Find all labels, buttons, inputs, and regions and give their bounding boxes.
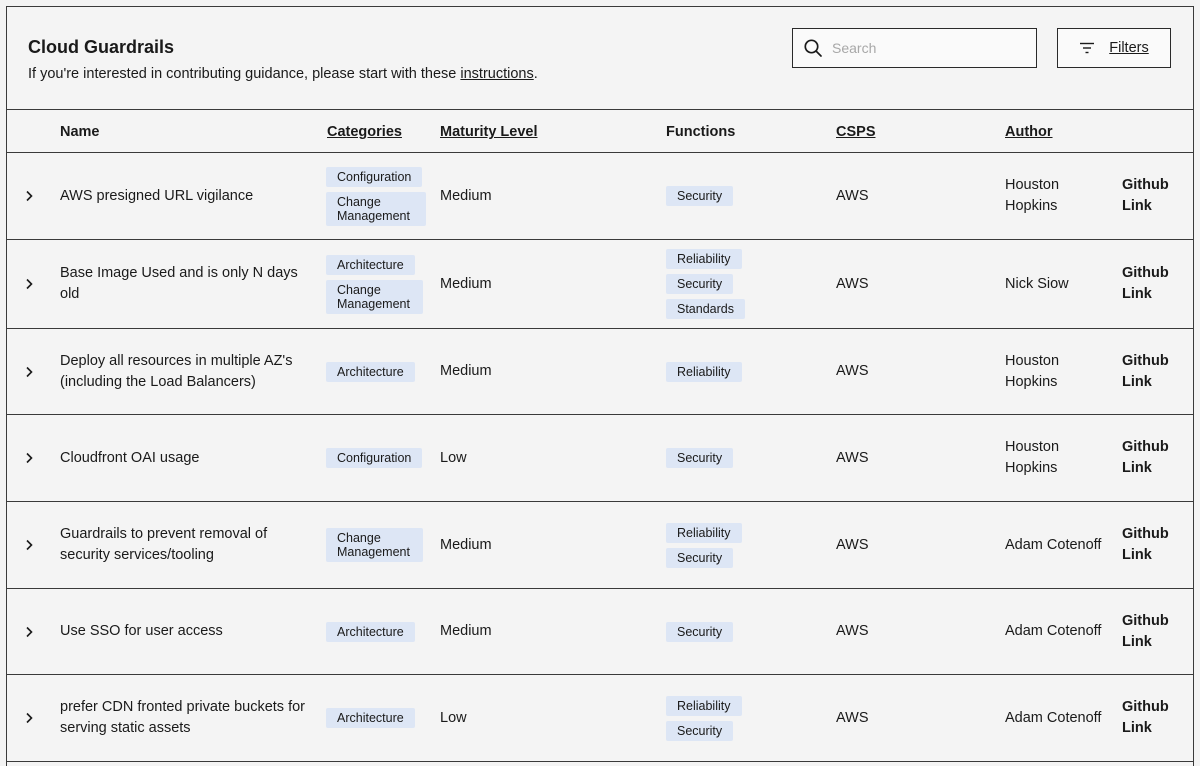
- guardrails-panel: [6, 6, 1194, 766]
- row-author: Adam Cotenoff: [1005, 709, 1102, 726]
- row-maturity: Low: [440, 449, 467, 466]
- search-box[interactable]: [792, 28, 1037, 68]
- row-categories: [326, 502, 436, 588]
- page-header: [7, 7, 1193, 110]
- function-tag: Security: [666, 274, 733, 294]
- page-subtitle: [28, 66, 538, 82]
- col-csps[interactable]: CSPS: [836, 124, 876, 140]
- row-functions: [666, 240, 745, 328]
- row-functions: [666, 675, 742, 761]
- filters-button[interactable]: [1057, 28, 1171, 68]
- row-name: AWS presigned URL vigilance: [60, 187, 254, 204]
- row-maturity: Medium: [440, 623, 492, 639]
- category-tag: Configuration: [326, 167, 422, 187]
- function-tag: Reliability: [666, 249, 742, 269]
- chevron-right-icon[interactable]: [21, 329, 37, 414]
- table-body: [7, 153, 1193, 762]
- github-link[interactable]: Github Link: [1122, 612, 1169, 650]
- row-csps: AWS: [836, 363, 869, 379]
- chevron-right-icon[interactable]: [21, 415, 37, 501]
- row-author: Houston Hopkins: [1005, 439, 1060, 476]
- row-maturity: Medium: [440, 275, 492, 292]
- table-row[interactable]: [7, 240, 1193, 329]
- table-row[interactable]: [7, 502, 1193, 589]
- function-tag: Security: [666, 186, 733, 206]
- chevron-right-icon[interactable]: [21, 589, 37, 674]
- row-csps: AWS: [836, 275, 869, 292]
- page-title: Cloud Guardrails: [28, 37, 175, 57]
- function-tag: Reliability: [666, 523, 742, 543]
- row-csps: AWS: [836, 187, 869, 204]
- github-link[interactable]: Github Link: [1122, 352, 1169, 390]
- category-tag: Architecture: [326, 708, 415, 728]
- table-row[interactable]: [7, 329, 1193, 415]
- row-author: Houston Hopkins: [1005, 177, 1060, 214]
- filters-label: Filters: [1109, 40, 1149, 56]
- row-name: Base Image Used and is only N days old: [60, 265, 298, 302]
- row-categories: [326, 589, 436, 674]
- row-categories: [326, 153, 436, 239]
- row-functions: [666, 589, 733, 674]
- github-link[interactable]: Github Link: [1122, 526, 1169, 563]
- chevron-right-icon[interactable]: [21, 153, 37, 239]
- github-link[interactable]: Github Link: [1122, 265, 1169, 302]
- search-input[interactable]: [832, 40, 1022, 56]
- row-maturity: Medium: [440, 187, 492, 204]
- row-csps: AWS: [836, 449, 869, 466]
- function-tag: Reliability: [666, 362, 742, 382]
- row-name: Use SSO for user access: [60, 623, 223, 639]
- row-categories: [326, 240, 436, 328]
- filter-icon: [1079, 42, 1095, 54]
- function-tag: Security: [666, 622, 733, 642]
- table-row[interactable]: [7, 589, 1193, 675]
- row-functions: [666, 415, 733, 501]
- col-author[interactable]: Author: [1005, 124, 1053, 140]
- row-csps: AWS: [836, 536, 869, 553]
- table-header: [7, 110, 1193, 153]
- category-tag: Configuration: [326, 448, 422, 468]
- row-categories: [326, 329, 436, 414]
- row-csps: AWS: [836, 709, 869, 726]
- function-tag: Security: [666, 721, 733, 741]
- row-functions: [666, 329, 742, 414]
- row-name: Cloudfront OAI usage: [60, 449, 200, 466]
- chevron-right-icon[interactable]: [21, 502, 37, 588]
- row-functions: [666, 153, 733, 239]
- category-tag: Architecture: [326, 362, 415, 382]
- row-author: Adam Cotenoff: [1005, 536, 1102, 553]
- row-maturity: Low: [440, 709, 467, 726]
- github-link[interactable]: Github Link: [1122, 177, 1169, 214]
- function-tag: Security: [666, 448, 733, 468]
- github-link[interactable]: Github Link: [1122, 699, 1169, 736]
- category-tag: Change Management: [326, 280, 423, 314]
- subtitle-end: .: [533, 66, 538, 82]
- col-functions: Functions: [666, 124, 736, 140]
- row-name: prefer CDN fronted private buckets for serving static assets: [60, 699, 305, 736]
- row-author: Houston Hopkins: [1005, 352, 1060, 390]
- row-maturity: Medium: [440, 536, 492, 553]
- table-row[interactable]: [7, 153, 1193, 240]
- function-tag: Reliability: [666, 696, 742, 716]
- row-author: Adam Cotenoff: [1005, 623, 1102, 639]
- instructions-link[interactable]: instructions: [460, 66, 534, 82]
- col-name: Name: [60, 124, 100, 140]
- row-csps: AWS: [836, 623, 869, 639]
- row-categories: [326, 675, 436, 761]
- function-tag: Security: [666, 548, 733, 568]
- row-maturity: Medium: [440, 363, 492, 379]
- category-tag: Architecture: [326, 622, 415, 642]
- chevron-right-icon[interactable]: [21, 240, 37, 328]
- row-name: Guardrails to prevent removal of security services/tooling: [60, 526, 268, 563]
- category-tag: Change Management: [326, 528, 423, 562]
- row-author: Nick Siow: [1005, 275, 1069, 292]
- row-categories: [326, 415, 436, 501]
- row-functions: [666, 502, 742, 588]
- function-tag: Standards: [666, 299, 745, 319]
- table-row[interactable]: [7, 415, 1193, 502]
- search-icon: [803, 38, 823, 58]
- col-categories[interactable]: Categories: [327, 124, 402, 140]
- row-name: Deploy all resources in multiple AZ's (including the Load Balancers): [60, 352, 293, 390]
- chevron-right-icon[interactable]: [21, 675, 37, 761]
- github-link[interactable]: Github Link: [1122, 439, 1169, 476]
- category-tag: Change Management: [326, 192, 426, 226]
- col-maturity[interactable]: Maturity Level: [440, 124, 538, 140]
- category-tag: Architecture: [326, 255, 415, 275]
- subtitle-text: If you're interested in contributing guidance, please start with these: [28, 66, 461, 82]
- table-row[interactable]: [7, 675, 1193, 762]
